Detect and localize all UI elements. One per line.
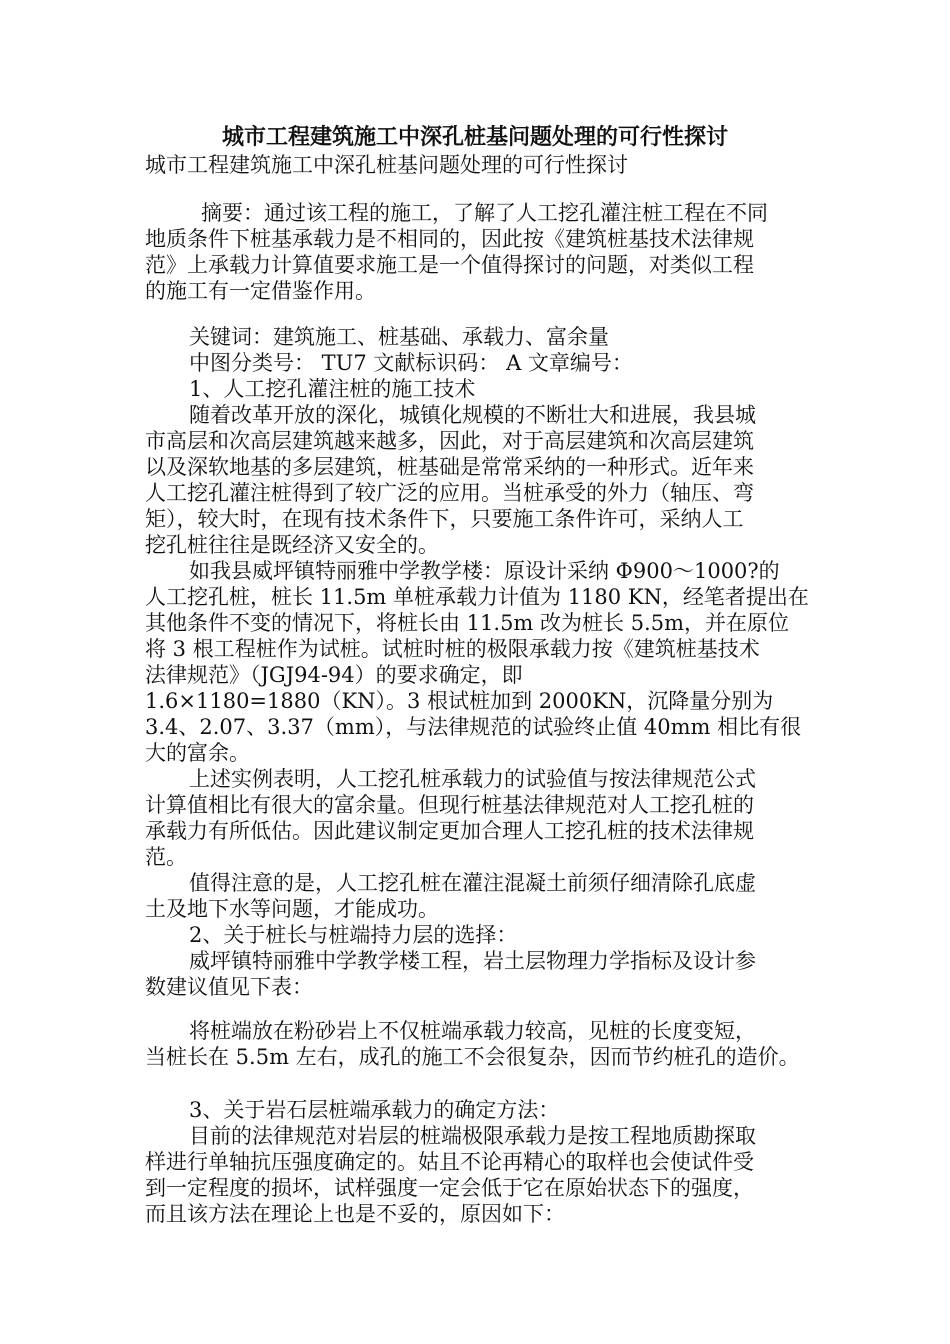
paragraph-line: 其他条件不变的情况下，将桩长由 11.5m 改为桩长 5.5m，并在原位 bbox=[145, 611, 790, 635]
section-1-heading: 1、人工挖孔灌注桩的施工技术 bbox=[189, 377, 476, 401]
paragraph-line: 随着改革开放的深化，城镇化规模的不断壮大和进展，我县城 bbox=[189, 403, 756, 427]
paragraph-line: 数建议值见下表： bbox=[145, 975, 313, 999]
paragraph-line: 到一定程度的损坏，试样强度一定会低于它在原始状态下的强度， bbox=[145, 1176, 754, 1200]
paragraph-line: 范。 bbox=[145, 845, 187, 869]
section-1 bbox=[145, 324, 810, 1000]
paragraph-line: 土及地下水等问题，才能成功。 bbox=[145, 897, 439, 921]
paragraph-line: 样进行单轴抗压强度确定的。姑且不论再精心的取样也会使试件受 bbox=[145, 1150, 754, 1174]
paragraph-line: 将桩端放在粉砂岩上不仅桩端承载力较高，见桩的长度变短， bbox=[189, 1019, 756, 1043]
paragraph-line: 当桩长在 5.5m 左右，成孔的施工不会很复杂，因而节约桩孔的造价。 bbox=[145, 1045, 800, 1069]
document-title: 城市工程建筑施工中深孔桩基问题处理的可行性探讨 bbox=[221, 124, 728, 150]
paragraph-line: 市高层和次高层建筑越来越多，因此，对于高层建筑和次高层建筑 bbox=[145, 429, 754, 453]
paragraph-line: 3.4、2.07、3.37（mm），与法律规范的试验终止值 40mm 相比有很 bbox=[145, 715, 802, 739]
paragraph-line: 承载力有所低估。因此建议制定更加合理人工挖孔桩的技术法律规 bbox=[145, 819, 754, 843]
abstract-line: 的施工有一定借鉴作用。 bbox=[145, 279, 376, 303]
paragraph-line: 以及深软地基的多层建筑，桩基础是常常采纳的一种形式。近年来 bbox=[145, 455, 754, 479]
paragraph-line: 将 3 根工程桩作为试桩。试桩时桩的极限承载力按《建筑桩基技术 bbox=[145, 637, 760, 661]
section-3 bbox=[145, 1097, 810, 1227]
paragraph-line: 计算值相比有很大的富余量。但现行桩基法律规范对人工挖孔桩的 bbox=[145, 793, 754, 817]
abstract-paragraph bbox=[145, 200, 810, 304]
paragraph-line: 人工挖孔桩，桩长 11.5m 单桩承载力计值为 1180 KN，经笔者提出在 bbox=[145, 585, 809, 609]
document-subtitle: 城市工程建筑施工中深孔桩基问题处理的可行性探讨 bbox=[145, 153, 628, 177]
paragraph-line: 目前的法律规范对岩层的桩端极限承载力是按工程地质勘探取 bbox=[189, 1124, 756, 1148]
paragraph-line: 威坪镇特丽雅中学教学楼工程，岩土层物理力学指标及设计参 bbox=[189, 949, 756, 973]
paragraph-line: 大的富余。 bbox=[145, 741, 250, 765]
section-3-heading: 3、关于岩石层桩端承载力的确定方法： bbox=[189, 1098, 560, 1122]
paragraph-line: 人工挖孔灌注桩得到了较广泛的应用。当桩承受的外力（轴压、弯 bbox=[145, 481, 754, 505]
abstract-line: 范》上承载力计算值要求施工是一个值得探讨的问题，对类似工程 bbox=[145, 253, 754, 277]
paragraph-line: 挖孔桩往往是既经济又安全的。 bbox=[145, 533, 439, 557]
abstract-line: 地质条件下桩基承载力是不相同的，因此按《建筑桩基技术法律规 bbox=[145, 227, 754, 251]
classification-line: 中图分类号： TU7 文献标识码： A 文章编号： bbox=[189, 351, 633, 375]
section-2-heading: 2、关于桩长与桩端持力层的选择： bbox=[189, 923, 518, 947]
paragraph-line: 如我县威坪镇特丽雅中学教学楼：原设计采纳 Φ900～1000?的 bbox=[189, 559, 780, 583]
section-2-continued bbox=[145, 1018, 810, 1070]
abstract-line: 摘要：通过该工程的施工，了解了人工挖孔灌注桩工程在不同 bbox=[201, 201, 768, 225]
paragraph-line: 1.6×1180=1880（KN）。3 根试桩加到 2000KN，沉降量分别为 bbox=[145, 689, 774, 713]
paragraph-line: 法律规范》（JGJ94-94）的要求确定，即 bbox=[145, 663, 523, 687]
paragraph-line: 矩），较大时，在现有技术条件下，只要施工条件许可，采纳人工 bbox=[145, 507, 744, 531]
keywords-line: 关键词：建筑施工、桩基础、承载力、富余量 bbox=[189, 325, 609, 349]
paragraph-line: 值得注意的是，人工挖孔桩在灌注混凝土前须仔细清除孔底虚 bbox=[189, 871, 756, 895]
paragraph-line: 而且该方法在理论上也是不妥的，原因如下： bbox=[145, 1202, 565, 1226]
paragraph-line: 上述实例表明，人工挖孔桩承载力的试验值与按法律规范公式 bbox=[189, 767, 756, 791]
